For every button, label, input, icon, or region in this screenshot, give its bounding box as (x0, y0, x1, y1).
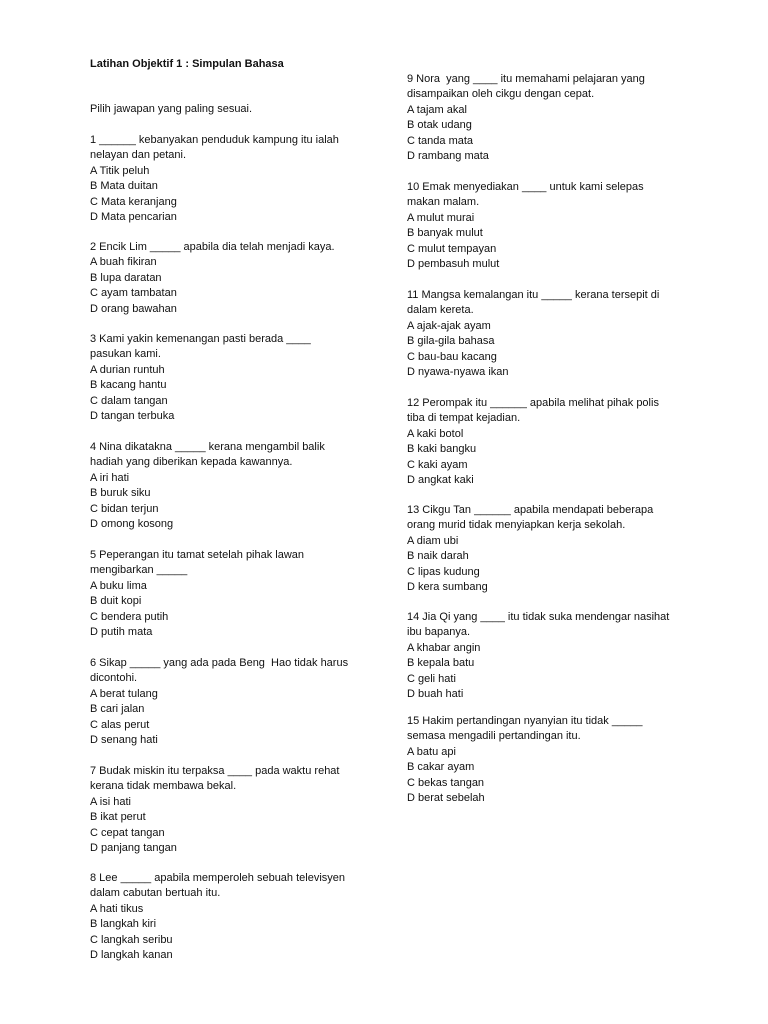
instruction-text: Pilih jawapan yang paling sesuai. (90, 103, 253, 115)
question-6 (90, 656, 348, 748)
answer-option-a: A ajak-ajak ayam (407, 319, 491, 332)
answer-option-c: C tanda mata (407, 134, 474, 147)
answer-option-d: D rambang mata (407, 150, 489, 163)
question-8 (90, 871, 345, 963)
answer-option-d: D putih mata (90, 626, 153, 639)
answer-option-d: D senang hati (90, 734, 158, 747)
question-12 (407, 396, 659, 488)
answer-option-c: C ayam tambatan (90, 287, 177, 300)
answer-option-b: B otak udang (407, 119, 472, 132)
question-3 (90, 332, 311, 424)
answer-option-c: C bidan terjun (90, 502, 159, 515)
question-text-line: 1 ______ kebanyakan penduduk kampung itu ialah (90, 134, 339, 146)
question-text-line: hadiah yang diberikan kepada kawannya. (90, 456, 293, 469)
answer-option-b: B duit kopi (90, 595, 142, 608)
answer-option-c: C geli hati (407, 672, 456, 685)
question-text-line: 10 Emak menyediakan ____ untuk kami selepas (407, 181, 644, 193)
question-text-line: 8 Lee _____ apabila memperoleh sebuah televisyen (90, 872, 346, 884)
answer-option-b: B cakar ayam (407, 761, 475, 774)
answer-option-d: D angkat kaki (407, 474, 474, 487)
answer-option-b: B ikat perut (90, 811, 146, 824)
answer-option-c: C cepat tangan (90, 826, 165, 839)
question-14 (407, 610, 669, 702)
question-text-line: tiba di tempat kejadian. (407, 412, 521, 425)
answer-option-c: C alas perut (90, 718, 150, 731)
question-11 (407, 288, 659, 380)
answer-option-d: D orang bawahan (90, 302, 177, 315)
document-title: Latihan Objektif 1 : Simpulan Bahasa (90, 58, 284, 70)
question-text-line: dalam cabutan bertuah itu. (90, 887, 221, 900)
answer-option-c: C dalam tangan (90, 394, 168, 407)
answer-option-a: A buku lima (90, 579, 147, 592)
question-9 (407, 72, 645, 164)
question-text-line: 5 Peperangan itu tamat setelah pihak lawan (90, 549, 305, 561)
answer-option-c: C kaki ayam (407, 458, 468, 471)
answer-option-c: C langkah seribu (90, 933, 173, 946)
answer-option-b: B gila-gila bahasa (407, 335, 495, 348)
question-text-line: dicontohi. (90, 672, 138, 685)
question-text-line: mengibarkan _____ (90, 564, 188, 577)
question-1 (90, 133, 339, 225)
question-text-line: 14 Jia Qi yang ____ itu tidak suka mendengar nasihat (407, 611, 670, 623)
question-text-line: semasa mengadili pertandingan itu. (407, 730, 581, 743)
answer-option-c: C bendera putih (90, 610, 169, 623)
answer-option-b: B cari jalan (90, 703, 145, 716)
answer-option-c: C bekas tangan (407, 776, 485, 789)
question-5 (90, 548, 304, 640)
question-15 (407, 714, 642, 806)
question-text-line: 6 Sikap _____ yang ada pada Beng Hao tidak harus (90, 657, 349, 669)
answer-option-b: B kaki bangku (407, 443, 477, 456)
question-text-line: 2 Encik Lim _____ apabila dia telah menjadi kaya. (90, 241, 335, 253)
answer-option-d: D langkah kanan (90, 949, 173, 962)
question-text-line: 15 Hakim pertandingan nyanyian itu tidak _____ (407, 715, 643, 727)
question-text-line: ibu bapanya. (407, 626, 470, 639)
answer-option-c: C bau-bau kacang (407, 350, 497, 363)
answer-option-d: D kera sumbang (407, 581, 488, 594)
question-text-line: 3 Kami yakin kemenangan pasti berada ____ (90, 333, 311, 345)
answer-option-a: A mulut murai (407, 211, 475, 224)
question-text-line: makan malam. (407, 196, 480, 209)
answer-option-a: A Titik peluh (90, 164, 150, 177)
answer-option-b: B banyak mulut (407, 227, 483, 240)
answer-option-a: A hati tikus (90, 902, 144, 915)
answer-option-c: C mulut tempayan (407, 242, 497, 255)
question-text-line: 13 Cikgu Tan ______ apabila mendapati beberapa (407, 504, 654, 516)
answer-option-d: D buah hati (407, 688, 464, 701)
answer-option-d: D pembasuh mulut (407, 258, 500, 271)
answer-option-d: D tangan terbuka (90, 410, 175, 423)
question-text-line: 12 Perompak itu ______ apabila melihat pihak polis (407, 397, 659, 409)
answer-option-b: B buruk siku (90, 487, 151, 500)
question-4 (90, 440, 325, 532)
answer-option-a: A kaki botol (407, 427, 464, 440)
question-text-line: disampaikan oleh cikgu dengan cepat. (407, 88, 595, 101)
question-13 (407, 503, 653, 595)
question-text-line: dalam kereta. (407, 304, 474, 317)
answer-option-a: A iri hati (90, 471, 130, 484)
answer-option-a: A berat tulang (90, 687, 158, 700)
question-2 (90, 240, 335, 317)
question-text-line: orang murid tidak menyiapkan kerja sekolah. (407, 519, 626, 532)
answer-option-c: C lipas kudung (407, 565, 480, 578)
answer-option-a: A batu api (407, 745, 456, 758)
question-text-line: 7 Budak miskin itu terpaksa ____ pada waktu rehat (90, 765, 340, 777)
question-text-line: nelayan dan petani. (90, 149, 187, 162)
answer-option-b: B langkah kiri (90, 918, 157, 931)
answer-option-d: D nyawa-nyawa ikan (407, 366, 509, 379)
answer-option-b: B lupa daratan (90, 271, 162, 284)
question-text-line: 4 Nina dikatakna _____ kerana mengambil balik (90, 441, 325, 453)
answer-option-c: C Mata keranjang (90, 195, 177, 208)
question-text-line: kerana tidak membawa bekal. (90, 780, 237, 793)
question-7 (90, 764, 339, 856)
answer-option-a: A diam ubi (407, 534, 459, 547)
answer-option-a: A tajam akal (407, 103, 467, 116)
answer-option-a: A buah fikiran (90, 256, 157, 269)
question-text-line: 11 Mangsa kemalangan itu _____ kerana tersepit di (407, 289, 660, 301)
question-10 (407, 180, 644, 272)
answer-option-b: B naik darah (407, 550, 469, 563)
answer-option-d: D omong kosong (90, 518, 174, 531)
question-text-line: pasukan kami. (90, 348, 161, 361)
answer-option-b: B kacang hantu (90, 379, 167, 392)
question-text-line: 9 Nora yang ____ itu memahami pelajaran yang (407, 73, 645, 85)
answer-option-b: B kepala batu (407, 657, 475, 670)
answer-option-d: D berat sebelah (407, 792, 485, 805)
answer-option-a: A khabar angin (407, 641, 481, 654)
answer-option-a: A durian runtuh (90, 363, 165, 376)
answer-option-a: A isi hati (90, 795, 131, 808)
answer-option-d: D panjang tangan (90, 842, 177, 855)
answer-option-d: D Mata pencarian (90, 211, 177, 224)
answer-option-b: B Mata duitan (90, 180, 158, 193)
